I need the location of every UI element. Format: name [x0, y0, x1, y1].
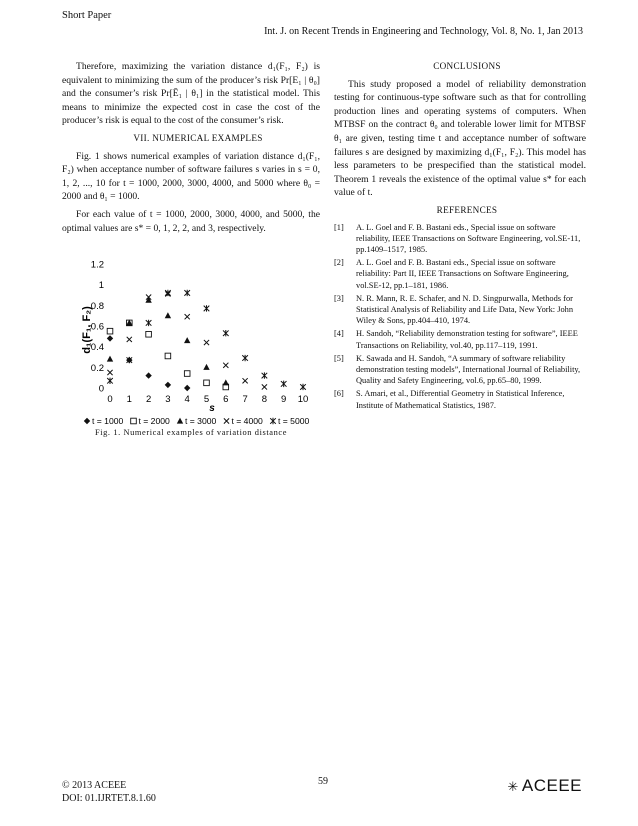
reference-text: N. R. Mann, R. E. Schafer, and N. D. Singpurwalla, Methods for Statistical Analysis of Reliability and Life Data, New York: John Wiley & Sons, pp.404–410, 1974.: [356, 293, 574, 326]
reference-number: [2]: [334, 258, 344, 268]
y-tick-label: 0.2: [90, 362, 104, 374]
doi: DOI: 01.IJRTET.8.1.60: [62, 793, 156, 804]
x-tick-label: 6: [223, 394, 229, 405]
legend-label: t = 5000: [278, 416, 310, 426]
x-tick-label: 3: [165, 394, 171, 405]
data-point: [165, 312, 171, 318]
data-point: [262, 372, 268, 378]
section-conclusions: CONCLUSIONS: [433, 61, 501, 71]
y-tick-label: 0.4: [90, 342, 104, 354]
variation-distance-chart: [78, 258, 318, 438]
reference-number: [1]: [334, 222, 344, 232]
aceee-logo: [507, 776, 582, 796]
legend-item: [270, 416, 309, 426]
reference-item: [334, 293, 586, 327]
reference-number: [4]: [334, 329, 344, 339]
page-number: 59: [318, 776, 328, 787]
copyright: © 2013 ACEEE: [62, 780, 127, 791]
data-point: [165, 353, 171, 359]
y-tick-label: 1.2: [90, 259, 104, 271]
legend-item: [177, 416, 217, 426]
data-point: [223, 363, 228, 368]
y-tick-label: 0: [98, 383, 104, 395]
data-point: [165, 290, 171, 296]
y-axis-label: d₁(F₁, F₂): [81, 306, 93, 354]
y-tick-label: 1: [98, 280, 104, 292]
data-point: [184, 385, 190, 391]
legend-marker: [84, 418, 90, 424]
data-point: [242, 355, 248, 361]
x-axis-label: s: [209, 403, 215, 414]
x-tick-label: 8: [261, 394, 268, 405]
data-point: [107, 335, 113, 341]
legend-item: [84, 416, 124, 426]
paragraph-variation: Therefore, maximizing the variation distance d₁(F₁, F₂) is equivalent to minimizing the sum of the producer’s risk Pr[E₁ | θ₀] and the consumer’s risk Pr[Ē₁ | θ₁] in the statistical model. This means to minimize the expected cost in case the cost of the producer’s risk is equal to the cost of the consumer’s risk.: [62, 61, 320, 127]
data-point: [145, 372, 151, 378]
legend-item: [131, 416, 170, 426]
legend-label: t = 4000: [231, 416, 263, 426]
data-point: [281, 381, 287, 387]
data-point: [262, 384, 267, 389]
reference-item: [334, 257, 586, 291]
legend-item: [224, 416, 263, 426]
x-tick-label: 7: [242, 394, 248, 405]
y-tick-label: 0.8: [90, 300, 104, 312]
reference-text: H. Sandoh, “Reliability demonstration testing for software”, IEEE Transactions on Reliability, vol.40, pp.117–119, 1991.: [356, 329, 578, 350]
section-references: REFERENCES: [436, 204, 498, 215]
reference-item: [334, 353, 586, 387]
legend-label: t = 2000: [138, 416, 170, 426]
x-tick-label: 1: [126, 394, 132, 405]
legend-marker: [224, 418, 229, 423]
data-point: [146, 320, 152, 326]
reference-number: [5]: [334, 353, 344, 363]
x-tick-label: 4: [184, 394, 190, 405]
logo-star-icon: ✳: [507, 779, 519, 794]
header-journal: Int. J. on Recent Trends in Engineering and Technology, Vol. 8, No. 1, Jan 2013: [264, 26, 583, 37]
x-tick-label: 2: [145, 394, 152, 405]
header-short-paper: Short Paper: [62, 10, 112, 21]
legend-marker: [177, 418, 183, 424]
data-point: [204, 305, 210, 311]
x-tick-label: 9: [281, 394, 287, 405]
data-point: [243, 378, 248, 383]
data-point: [107, 328, 113, 334]
reference-text: S. Amari, et al., Differential Geometry in Statistical Inference, Institute of Mathematical Statistics, 1987.: [356, 389, 565, 410]
series-t-1000: [107, 335, 191, 391]
data-point: [184, 337, 190, 343]
reference-item: [334, 388, 586, 410]
figure-caption: Fig. 1. Numerical examples of variation distance: [94, 428, 288, 437]
x-tick-label: 0: [107, 394, 113, 405]
data-point: [204, 340, 209, 345]
reference-item: [334, 222, 586, 256]
data-point: [223, 330, 229, 336]
reference-item: [334, 328, 586, 350]
legend-marker: [270, 418, 276, 424]
data-point: [204, 380, 210, 386]
logo-text: ACEEE: [521, 776, 582, 795]
data-point: [203, 364, 209, 370]
series-t-3000: [107, 297, 229, 386]
left-column: [62, 60, 320, 239]
section-numerical-examples: VII. NUMERICAL EXAMPLES: [133, 132, 263, 143]
footer-left: [62, 779, 156, 805]
right-column: [334, 60, 586, 413]
data-point: [223, 379, 229, 385]
data-point: [185, 314, 190, 319]
reference-text: A. L. Goel and F. B. Bastani eds., Special issue on software reliability: Part II, IEEE Transactions on Software Engineering, vol.SE-12, pp.1–181, 1986.: [356, 258, 569, 290]
series-t-2000: [107, 320, 228, 390]
legend-label: t = 3000: [185, 416, 217, 426]
legend-marker: [131, 418, 137, 424]
data-point: [184, 290, 190, 296]
reference-number: [3]: [334, 293, 344, 303]
x-tick-label: 10: [297, 394, 309, 405]
x-tick-label: 5: [203, 394, 210, 405]
reference-text: K. Sawada and H. Sandoh, “A summary of software reliability demonstration testing models”, International Journal of Reliability, Quality and Safety Engineering, vol.6, pp.65–80, 1999.: [356, 353, 581, 386]
y-tick-label: 0.6: [90, 321, 104, 333]
data-point: [300, 384, 306, 390]
legend-label: t = 1000: [92, 416, 124, 426]
data-point: [107, 370, 112, 375]
paragraph-fig-description: Fig. 1 shows numerical examples of variation distance d₁(F₁, F₂) when acceptance number of software failures s varies in s = 0, 1, 2, ..., 10 for t = 1000, 2000, 3000, 4000, and 5000 where θ₀ = 2000 and θ₁ = 1000.: [62, 150, 320, 203]
data-point: [165, 382, 171, 388]
data-point: [127, 337, 132, 342]
paragraph-optimal-values: For each value of t = 1000, 2000, 3000, 4000, and 5000, the optimal values are s* = 0, 1, 2, 2, and 3, respectively.: [62, 208, 320, 234]
data-point: [184, 371, 190, 377]
data-point: [107, 356, 113, 362]
data-point: [107, 378, 113, 384]
paragraph-conclusions: This study proposed a model of reliability demonstration testing for continuous-type software such as that for controlling production lines and operating systems of computers. When MTBSF on the contract θ₀ and tolerable lower limit for MTBSF θ₁ are given, testing time t and acceptance number of software failures s are designed by maximizing d₁(F₁, F₂). This model has less parameters to be prespecified than the statistical model. Theorem 1 reveals the existence of the optimal value s* for each value of t.: [334, 78, 586, 199]
reference-list: [334, 222, 586, 411]
reference-number: [6]: [334, 389, 344, 399]
series-t-5000: [107, 290, 306, 390]
data-point: [146, 331, 152, 337]
reference-text: A. L. Goel and F. B. Bastani eds., Special issue on software reliability, IEEE Transactions on Software Engineering, vol.SE-11, pp.1409–1517, 1985.: [356, 222, 581, 254]
